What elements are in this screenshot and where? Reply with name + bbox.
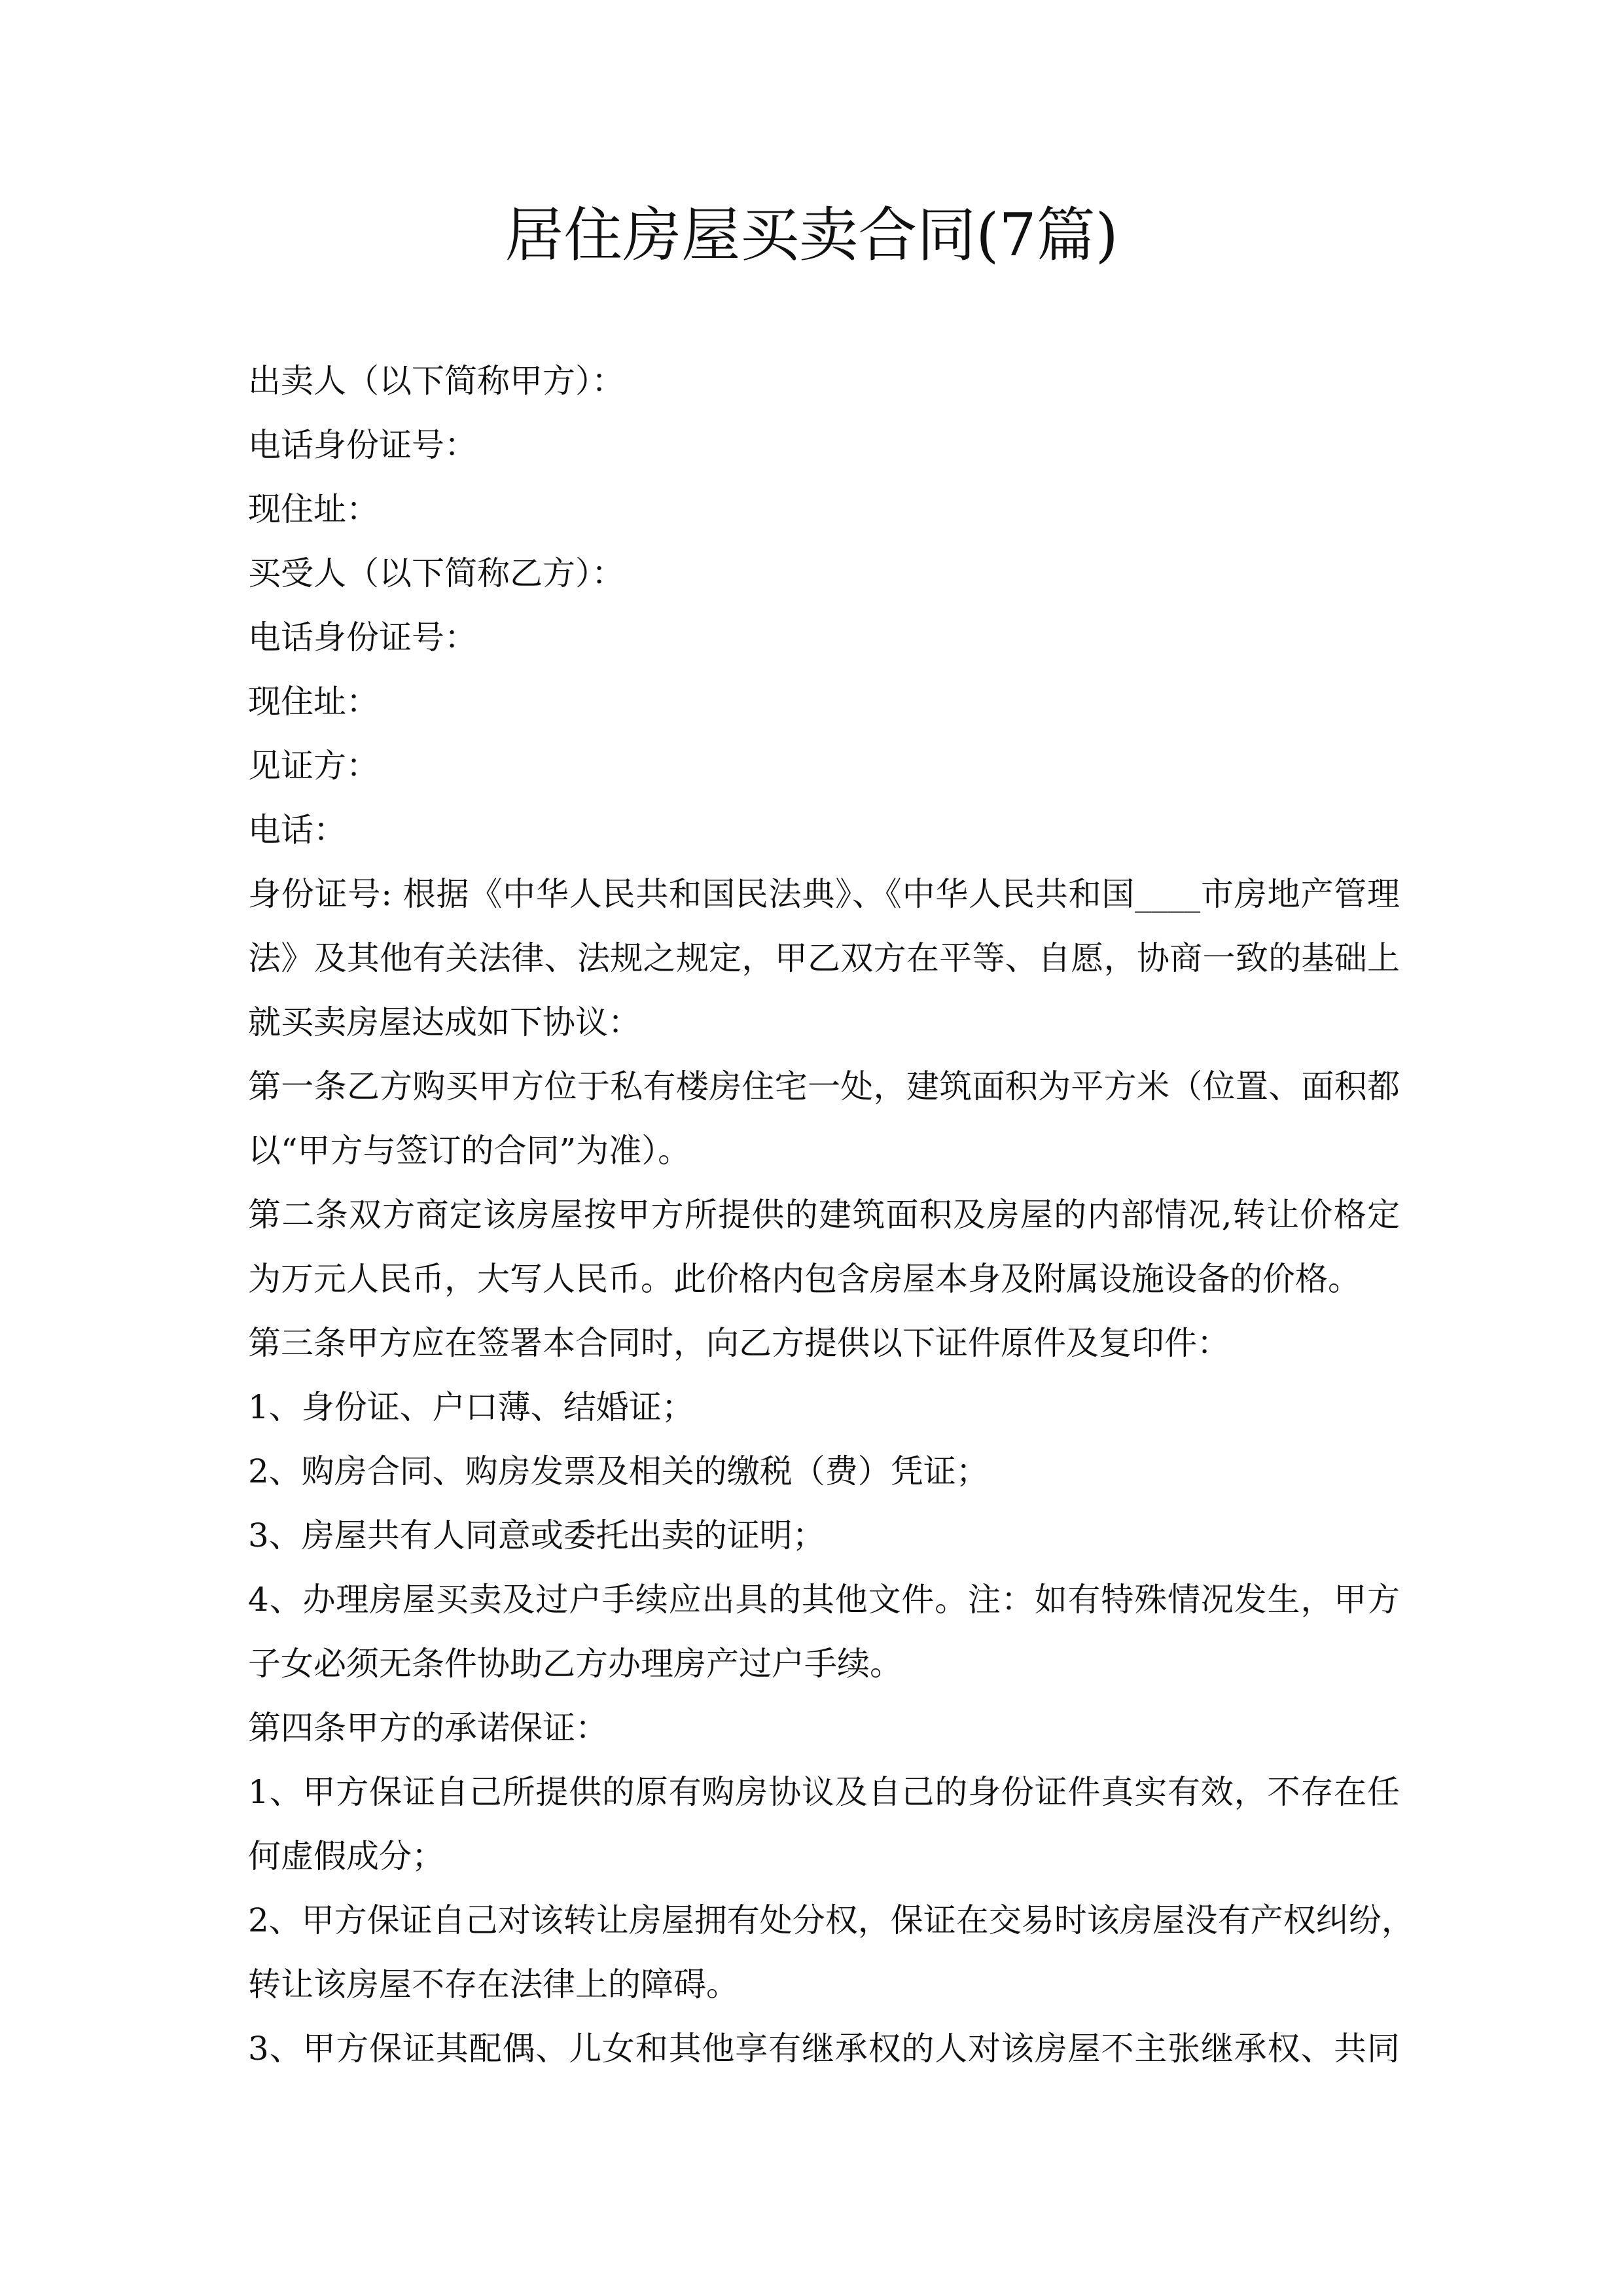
- text-line: 4、办理房屋买卖及过户手续应出具的其他文件。注：如有特殊情况发生，甲方: [248, 1581, 1400, 1619]
- text-line: 电话：: [248, 811, 346, 849]
- text-line: 何虚假成分；: [248, 1837, 444, 1875]
- text-line: 第四条甲方的承诺保证：: [248, 1709, 608, 1747]
- text-line: 1、身份证、户口薄、结婚证；: [248, 1388, 694, 1426]
- text-line: 身份证号: 根据《中华人民共和国民法典》、《中华人民共和国____市房地产管理: [248, 875, 1400, 913]
- text-line: 以“甲方与签订的合同”为准）。: [248, 1132, 691, 1170]
- document-body: [248, 349, 1414, 2081]
- text-line: 第一条乙方购买甲方位于私有楼房住宅一处，建筑面积为平方米（位置、面积都: [248, 1067, 1400, 1105]
- text-line: 为万元人民币，大写人民币。此价格内包含房屋本身及附属设施设备的价格。: [248, 1260, 1361, 1298]
- text-line: 第二条双方商定该房屋按甲方所提供的建筑面积及房屋的内部情况,转让价格定: [248, 1196, 1400, 1234]
- text-line: 现住址：: [248, 490, 379, 528]
- text-line: 子女必须无条件协助乙方办理房产过户手续。: [248, 1645, 902, 1683]
- text-line: 电话身份证号：: [248, 426, 477, 464]
- document-title: 居住房屋买卖合同(7篇): [505, 201, 1118, 270]
- text-line: 现住址：: [248, 683, 379, 721]
- text-line: 出卖人（以下简称甲方）：: [248, 362, 624, 400]
- text-line: 2、购房合同、购房发票及相关的缴税（费）凭证；: [248, 1452, 989, 1490]
- text-line: 第三条甲方应在签署本合同时，向乙方提供以下证件原件及复印件：: [248, 1324, 1230, 1362]
- text-line: 1、甲方保证自己所提供的原有购房协议及自己的身份证件真实有效，不存在任: [248, 1773, 1400, 1811]
- text-line: 买受人（以下简称乙方）：: [248, 554, 624, 592]
- text-line: 3、房屋共有人同意或委托出卖的证明；: [248, 1516, 825, 1554]
- text-line: 见证方：: [248, 747, 379, 785]
- text-line: 2、甲方保证自己对该转让房屋拥有处分权，保证在交易时该房屋没有产权纠纷，: [248, 1901, 1414, 1939]
- text-line: 3、甲方保证其配偶、儿女和其他享有继承权的人对该房屋不主张继承权、共同: [248, 2030, 1400, 2068]
- text-line: 就买卖房屋达成如下协议：: [248, 1003, 641, 1041]
- text-line: 转让该房屋不存在法律上的障碍。: [248, 1965, 739, 2003]
- text-line: 法》及其他有关法律、法规之规定，甲乙双方在平等、自愿，协商一致的基础上: [248, 939, 1400, 977]
- text-line: 电话身份证号：: [248, 619, 477, 656]
